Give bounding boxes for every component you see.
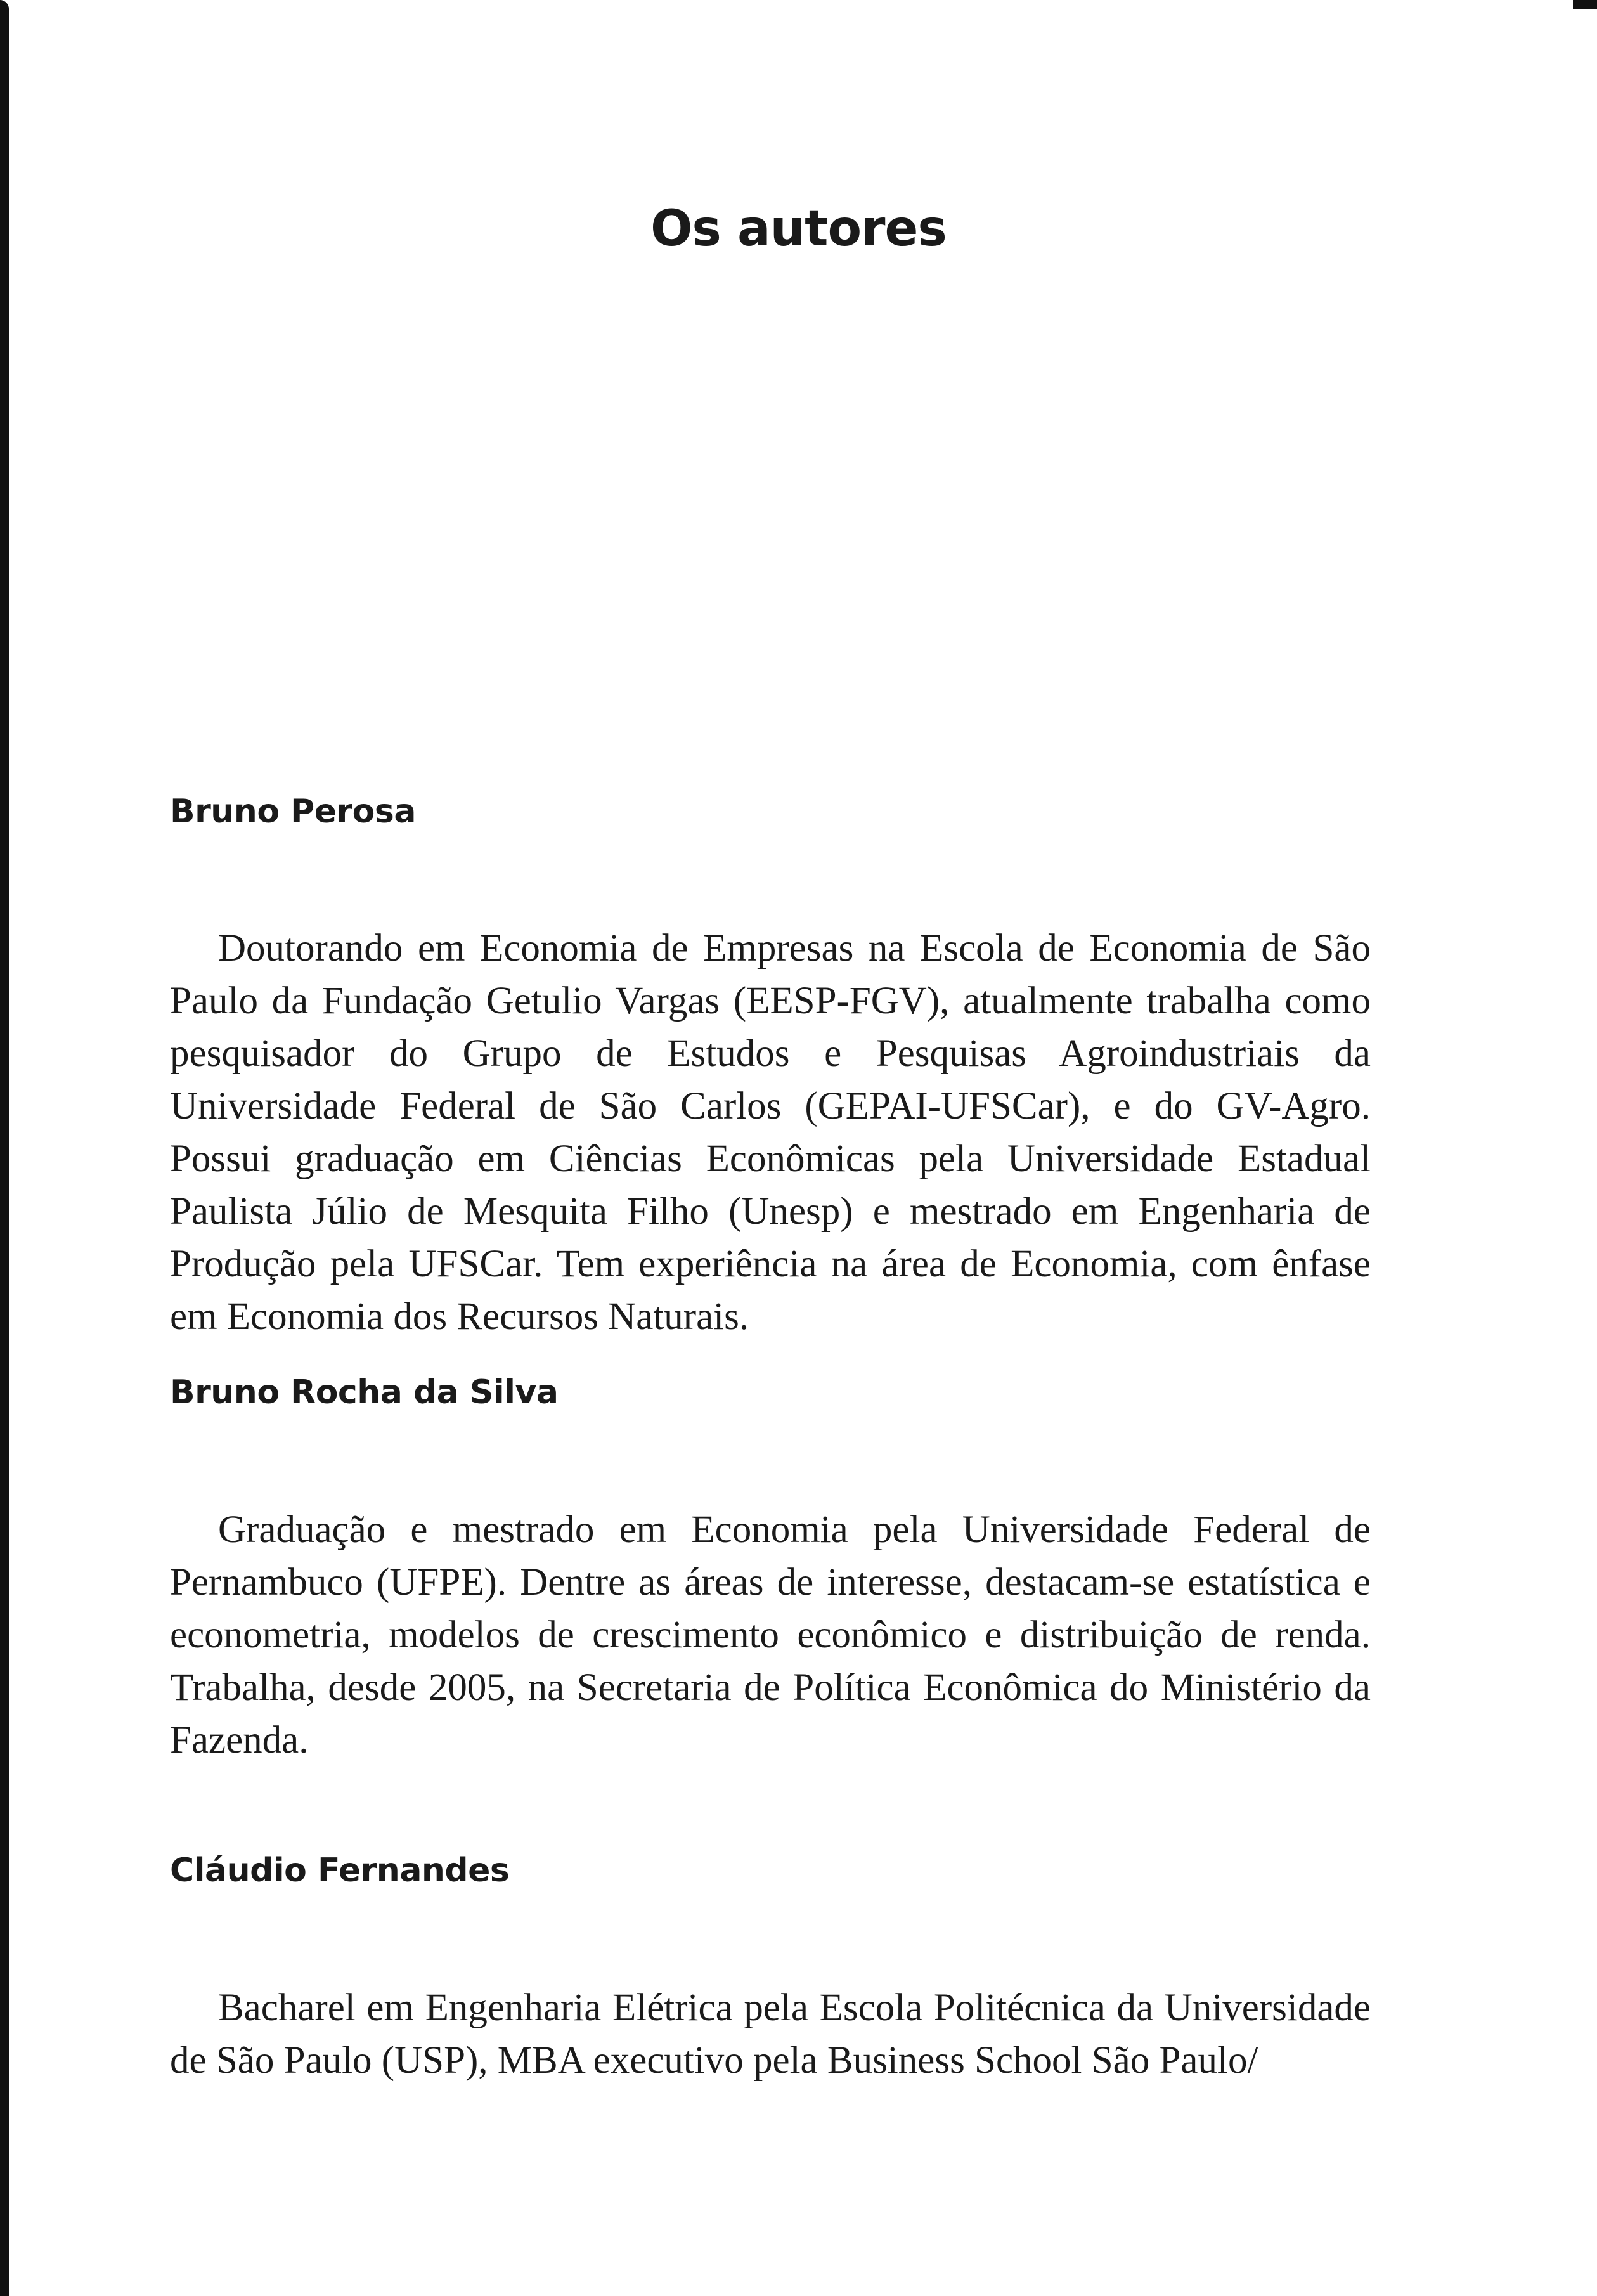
author-bio: Doutorando em Economia de Empresas na Escola de Economia de São Paulo da Fundação Getulio Vargas (EESP-FGV), atualmente trabalha como pesquisador do Grupo de Estudos e Pesquisas Agroindustriais da Universidade Federal de São Carlos (GEPAI-UFSCar), e do GV-Agro. Possui graduação em Ciências Econômicas pela Universidade Estadual Paulista Júlio de Mesquita Filho (Unesp) e mestrado em Engenharia de Produção pela UFSCar. Tem experiência na área de Economia, com ênfase em Economia dos Recursos Naturais.	[170, 927, 1371, 1338]
scan-corner-right	[1573, 0, 1597, 9]
author-name: Bruno Perosa	[170, 793, 416, 831]
author-name: Cláudio Fernandes	[170, 1852, 510, 1890]
scan-edge-left	[0, 0, 9, 2296]
author-name: Bruno Rocha da Silva	[170, 1373, 559, 1411]
author-bio: Bacharel em Engenharia Elétrica pela Escola Politécnica da Universidade de São Paulo (USP), MBA executivo pela Business School São Paulo/	[170, 1987, 1371, 2082]
author-entry-claudio-fernandes	[170, 1854, 1371, 2087]
author-bio: Graduação e mestrado em Economia pela Universidade Federal de Pernambuco (UFPE). Dentre as áreas de interesse, destacam-se estatística e econometria, modelos de crescimento econômico e distribuição de renda. Trabalha, desde 2005, na Secretaria de Política Econômica do Ministério da Fazenda.	[170, 1508, 1371, 1761]
page-title: Os autores	[650, 200, 947, 257]
author-entry-bruno-rocha-da-silva	[170, 1373, 1371, 1767]
author-entry-bruno-perosa	[170, 795, 1371, 1343]
